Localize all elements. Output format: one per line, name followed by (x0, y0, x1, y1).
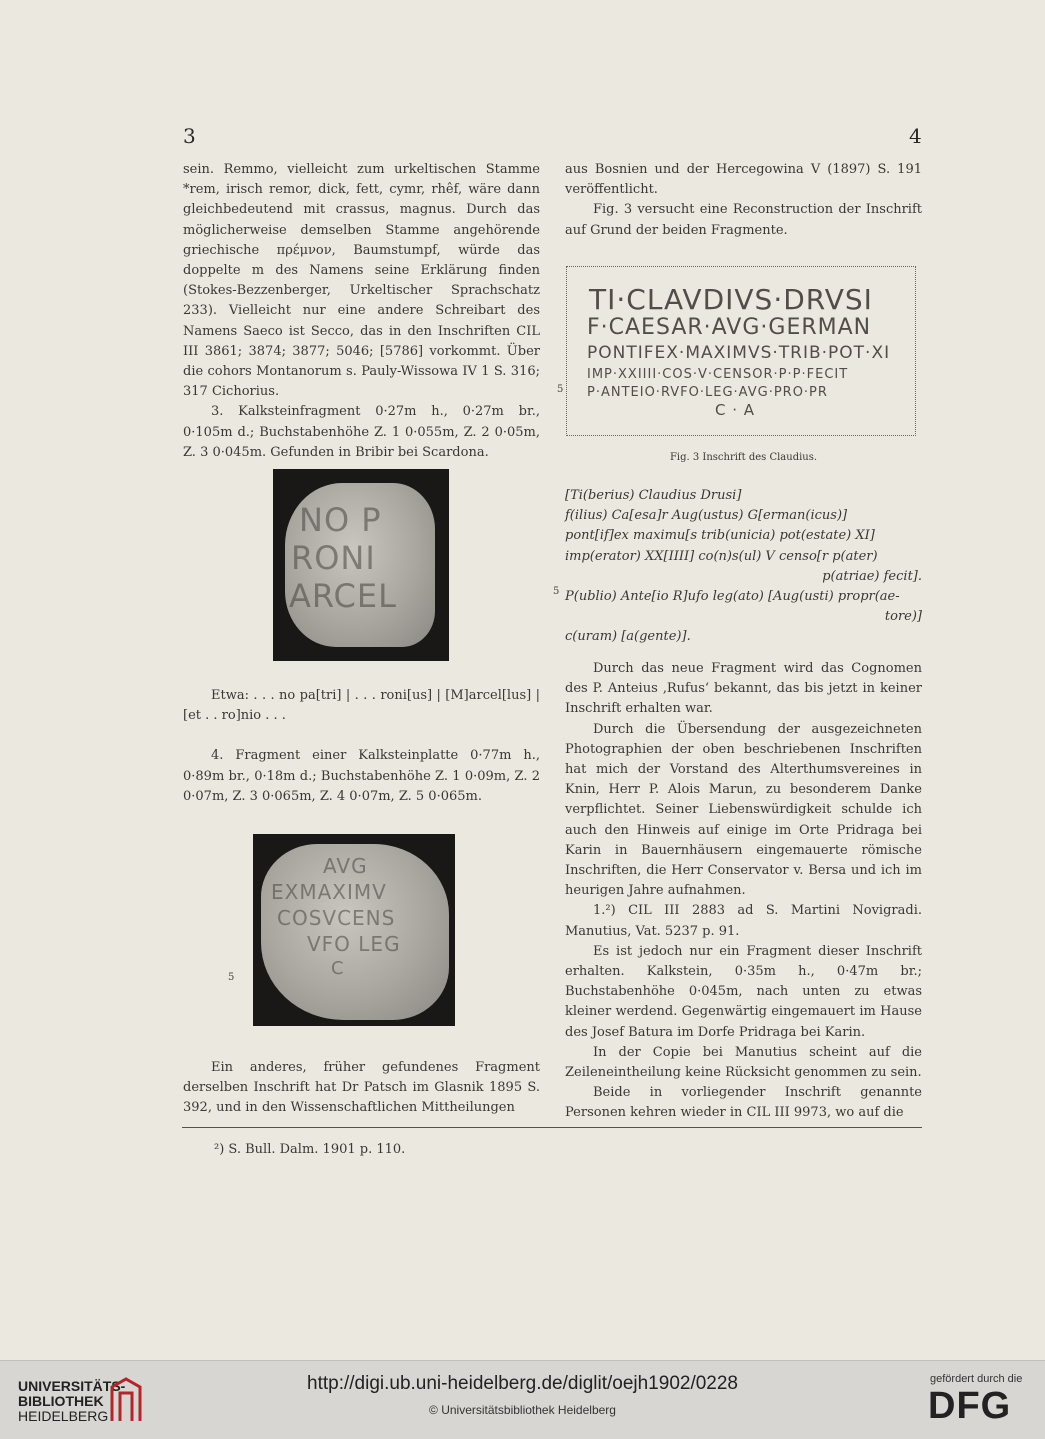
footer-bar (0, 1360, 1045, 1439)
transcription-line: tore)] (884, 609, 922, 625)
line-number: 5 (553, 586, 560, 597)
transcription-line: P(ublio) Ante[io R]ufo leg(ato) [Aug(usti) propr(ae- (565, 589, 900, 605)
right-column-top (565, 160, 922, 241)
transcription-line: p(atriae) fecit]. (822, 568, 922, 584)
left-column-top (183, 160, 540, 463)
paragraph: Es ist jedoch nur ein Fragment dieser Inschrift erhalten. Kalkstein, 0·35m h., 0·47m br.; Buchstabenhöhe 0·045m, nach unten zu etwas kleiner werdend. Gegenwärtig eingemauert im Hause des Josef Batura im Dorfe Pridraga bei Karin. (565, 943, 922, 1040)
paragraph: Beide in vorliegender Inschrift genannte Personen kehren wieder in CIL III 9973, wo auf die (565, 1085, 922, 1121)
paragraph: Ein anderes, früher gefundenes Fragment derselben Inschrift hat Dr Patsch im Glasnik 1895 S. 392, und in den Wissenschaftlichen Mittheilungen (183, 1060, 540, 1116)
paragraph: 1.²) CIL III 2883 ad S. Martini Novigradi. Manutius, Vat. 5237 p. 91. (565, 903, 922, 939)
transcription-line: c(uram) [a(gente)]. (565, 629, 691, 645)
paragraph: In der Copie bei Manutius scheint auf die Zeileneintheilung keine Rücksicht genommen zu sein. (565, 1044, 922, 1081)
line-number: 5 (228, 972, 235, 983)
paragraph: 3. Kalksteinfragment 0·27m h., 0·27m br., 0·105m d.; Buchstabenhöhe Z. 1 0·055m, Z. 2 0·05m, Z. 3 0·045m. Gefunden in Bribir bei Scardona. (183, 404, 540, 460)
transcription (565, 486, 922, 648)
inscription-line: F·CAESAR·AVG·GERMAN (587, 315, 872, 340)
left-column-middle (183, 686, 540, 807)
paragraph: 4. Fragment einer Kalksteinplatte 0·77m h., 0·89m br., 0·18m d.; Buchstabenhöhe Z. 1 0·09m, Z. 2 0·07m, Z. 3 0·065m, Z. 4 0·07m, Z. 5 0·065m. (183, 748, 540, 804)
inscription-line: TI·CLAVDIVS·DRVSI (589, 283, 873, 316)
funding-note: gefördert durch die (930, 1373, 1023, 1385)
inscription-line: C · A (715, 401, 756, 419)
inscription-line: PONTIFEX·MAXIMVS·TRIB·POT·XI (587, 343, 891, 363)
photo-fragment-3: NO P RONI ARCEL (273, 469, 449, 661)
line-number: 5 (557, 384, 564, 395)
page-number-right: 4 (909, 124, 922, 148)
paragraph: Durch die Übersendung der ausgezeichneten Photographien der oben beschriebenen Inschriften hat mich der Vorstand des Alterthumsvereines in Knin, Herr P. Alois Marun, zu besonderem Danke verpflichtet. Seiner Liebenswürdigkeit schulde ich auch den Hinweis auf einige im Orte Pridraga bei Karin in Bauernhäusern eingemauerte römische Inschriften, die Herr Conservator v. Bersa und ich im heurigen Jahre aufnahmen. (565, 721, 922, 899)
transcription-line: f(ilius) Ca[esa]r Aug(ustus) G[erman(icus)] (565, 508, 848, 524)
paragraph: sein. Remmo, vielleicht zum urkeltischen Stamme *rem, irisch remor, dick, fett, cymr, rhêf, wäre dann gleichbedeutend mit crassus, magnus. Durch das möglicherweise demselben Stamme angehörende griechische πρέμνον, Baumstumpf, würde das doppelte m des Namens seine Erklärung finden (Stokes-Bezzenberger, Urkeltischer Sprachschatz 233). Vielleicht nur eine andere Schreibart des Namens Saeco ist Secco, das in den Inschriften CIL III 3861; 3874; 3877; 5046; [5786] vorkommt. Über die cohors Montanorum s. Pauly-Wissowa IV 1 S. 316; 317 Cichorius. (183, 162, 540, 400)
footnote-rule (182, 1127, 922, 1128)
figure-caption: Fig. 3 Inschrift des Claudius. (669, 452, 818, 463)
paragraph: Durch das neue Fragment wird das Cognomen des P. Anteius ‚Rufus‘ bekannt, das bis jetzt in keiner Inschrift erhalten war. (565, 661, 922, 717)
paragraph: Fig. 3 versucht eine Reconstruction der Inschrift auf Grund der beiden Fragmente. (565, 202, 922, 238)
library-name: UNIVERSITÄTS- BIBLIOTHEK HEIDELBERG (18, 1378, 126, 1424)
figure-3-reconstruction (566, 266, 916, 436)
copyright: © Universitätsbibliothek Heidelberg (429, 1403, 616, 1417)
dfg-logo: DFG (928, 1385, 1012, 1427)
reading-etwa: Etwa: . . . no pa[tri] | . . . roni[us] | [M]arcel[lus] | [et . . ro]nio . . . (183, 688, 540, 724)
inscription-line: IMP·XXIIII·COS·V·CENSOR·P·P·FECIT (587, 367, 849, 382)
footnote: ²) S. Bull. Dalm. 1901 p. 110. (214, 1142, 406, 1157)
transcription-line: [Ti(berius) Claudius Drusi] (565, 488, 742, 503)
page-number-left: 3 (183, 124, 196, 148)
permalink[interactable]: http://digi.ub.uni-heidelberg.de/diglit/oejh1902/0228 (307, 1373, 738, 1394)
inscription-line: P·ANTEIO·RVFO·LEG·AVG·PRO·PR (587, 385, 828, 400)
right-column-body (565, 659, 922, 1124)
left-column-bottom (183, 1058, 540, 1119)
transcription-line: pont[if]ex maximu[s trib(unicia) pot(estate) XI] (565, 528, 875, 544)
paragraph: aus Bosnien und der Hercegowina V (1897) S. 191 veröffentlicht. (565, 162, 922, 198)
photo-fragment-4: AVG EXMAXIMV COSVCENS VFO LEG C (253, 834, 455, 1026)
transcription-line: imp(erator) XX[IIII] co(n)s(ul) V censo[r p(ater) (565, 548, 878, 564)
